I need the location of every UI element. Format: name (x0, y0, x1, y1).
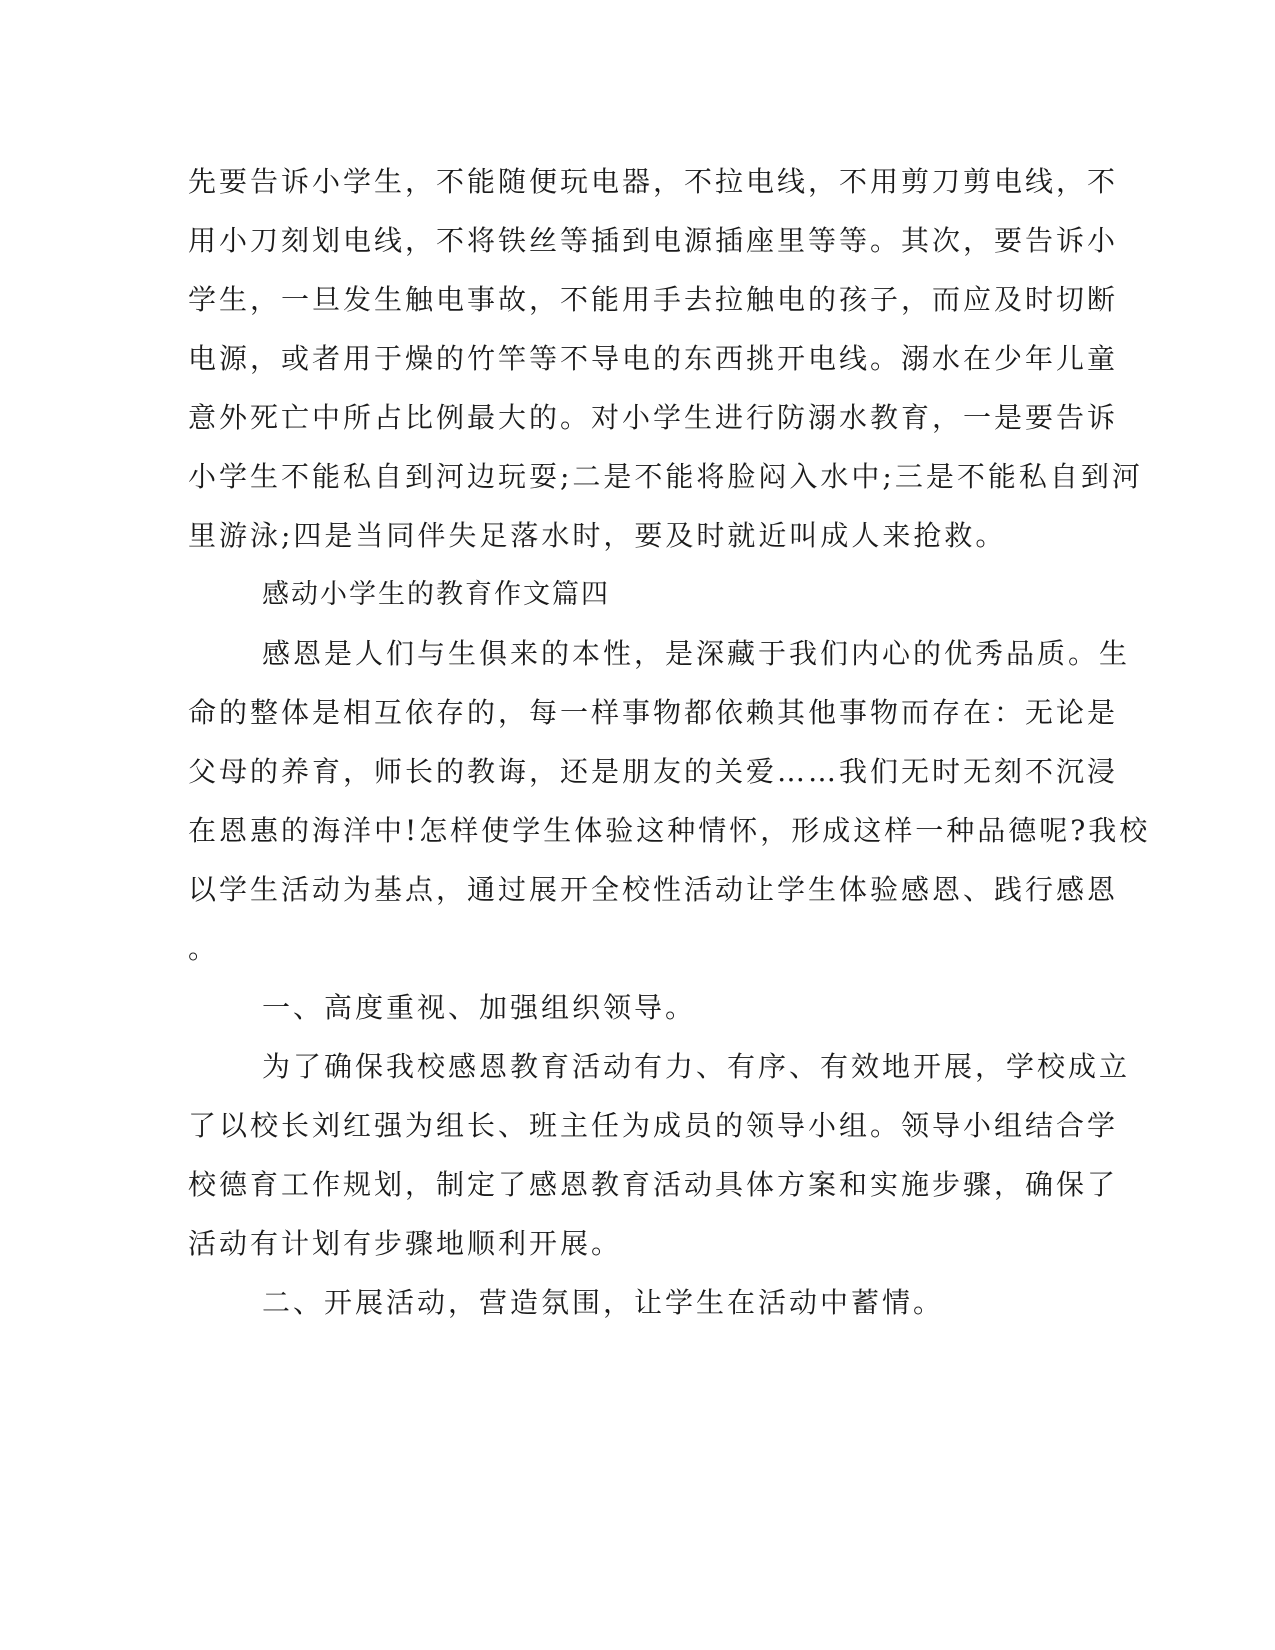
heading-1: 一、高度重视、加强组织领导。 (262, 991, 697, 1024)
paragraph-2-line-1: 感恩是人们与生俱来的本性，是深藏于我们内心的优秀品质。生 (262, 637, 1131, 670)
paragraph-3-line-3: 校德育工作规划，制定了感恩教育活动具体方案和实施步骤，确保了 (188, 1168, 1119, 1201)
paragraph-1-line-7: 里游泳;四是当同伴失足落水时，要及时就近叫成人来抢救。 (188, 519, 1007, 552)
paragraph-1-line-4: 电源，或者用于燥的竹竿等不导电的东西挑开电线。溺水在少年儿童 (188, 342, 1119, 375)
paragraph-1-line-3: 学生，一旦发生触电事故，不能用手去拉触电的孩子，而应及时切断 (188, 283, 1119, 316)
section-title: 感动小学生的教育作文篇四 (262, 579, 610, 610)
paragraph-2-line-4: 在恩惠的海洋中!怎样使学生体验这种情怀，形成这样一种品德呢?我校 (188, 814, 1151, 847)
paragraph-2-line-3: 父母的养育，师长的教诲，还是朋友的关爱……我们无时无刻不沉浸 (188, 755, 1119, 788)
paragraph-3-line-1: 为了确保我校感恩教育活动有力、有序、有效地开展，学校成立 (262, 1050, 1131, 1083)
heading-2: 二、开展活动，营造氛围，让学生在活动中蓄情。 (262, 1286, 945, 1319)
paragraph-1-line-5: 意外死亡中所占比例最大的。对小学生进行防溺水教育，一是要告诉 (188, 401, 1119, 434)
paragraph-2-line-2: 命的整体是相互依存的，每一样事物都依赖其他事物而存在：无论是 (188, 696, 1119, 729)
paragraph-2-line-5: 以学生活动为基点，通过展开全校性活动让学生体验感恩、践行感恩 (188, 873, 1119, 906)
paragraph-1-line-6: 小学生不能私自到河边玩耍;二是不能将脸闷入水中;三是不能私自到河 (188, 460, 1143, 493)
paragraph-1-line-2: 用小刀刻划电线，不将铁丝等插到电源插座里等等。其次，要告诉小 (188, 224, 1119, 257)
paragraph-3-line-4: 活动有计划有步骤地顺利开展。 (188, 1227, 623, 1260)
paragraph-1-line-1: 先要告诉小学生，不能随便玩电器，不拉电线，不用剪刀剪电线，不 (188, 165, 1119, 198)
paragraph-3-line-2: 了以校长刘红强为组长、班主任为成员的领导小组。领导小组结合学 (188, 1109, 1119, 1142)
paragraph-2-line-6: 。 (188, 932, 220, 965)
